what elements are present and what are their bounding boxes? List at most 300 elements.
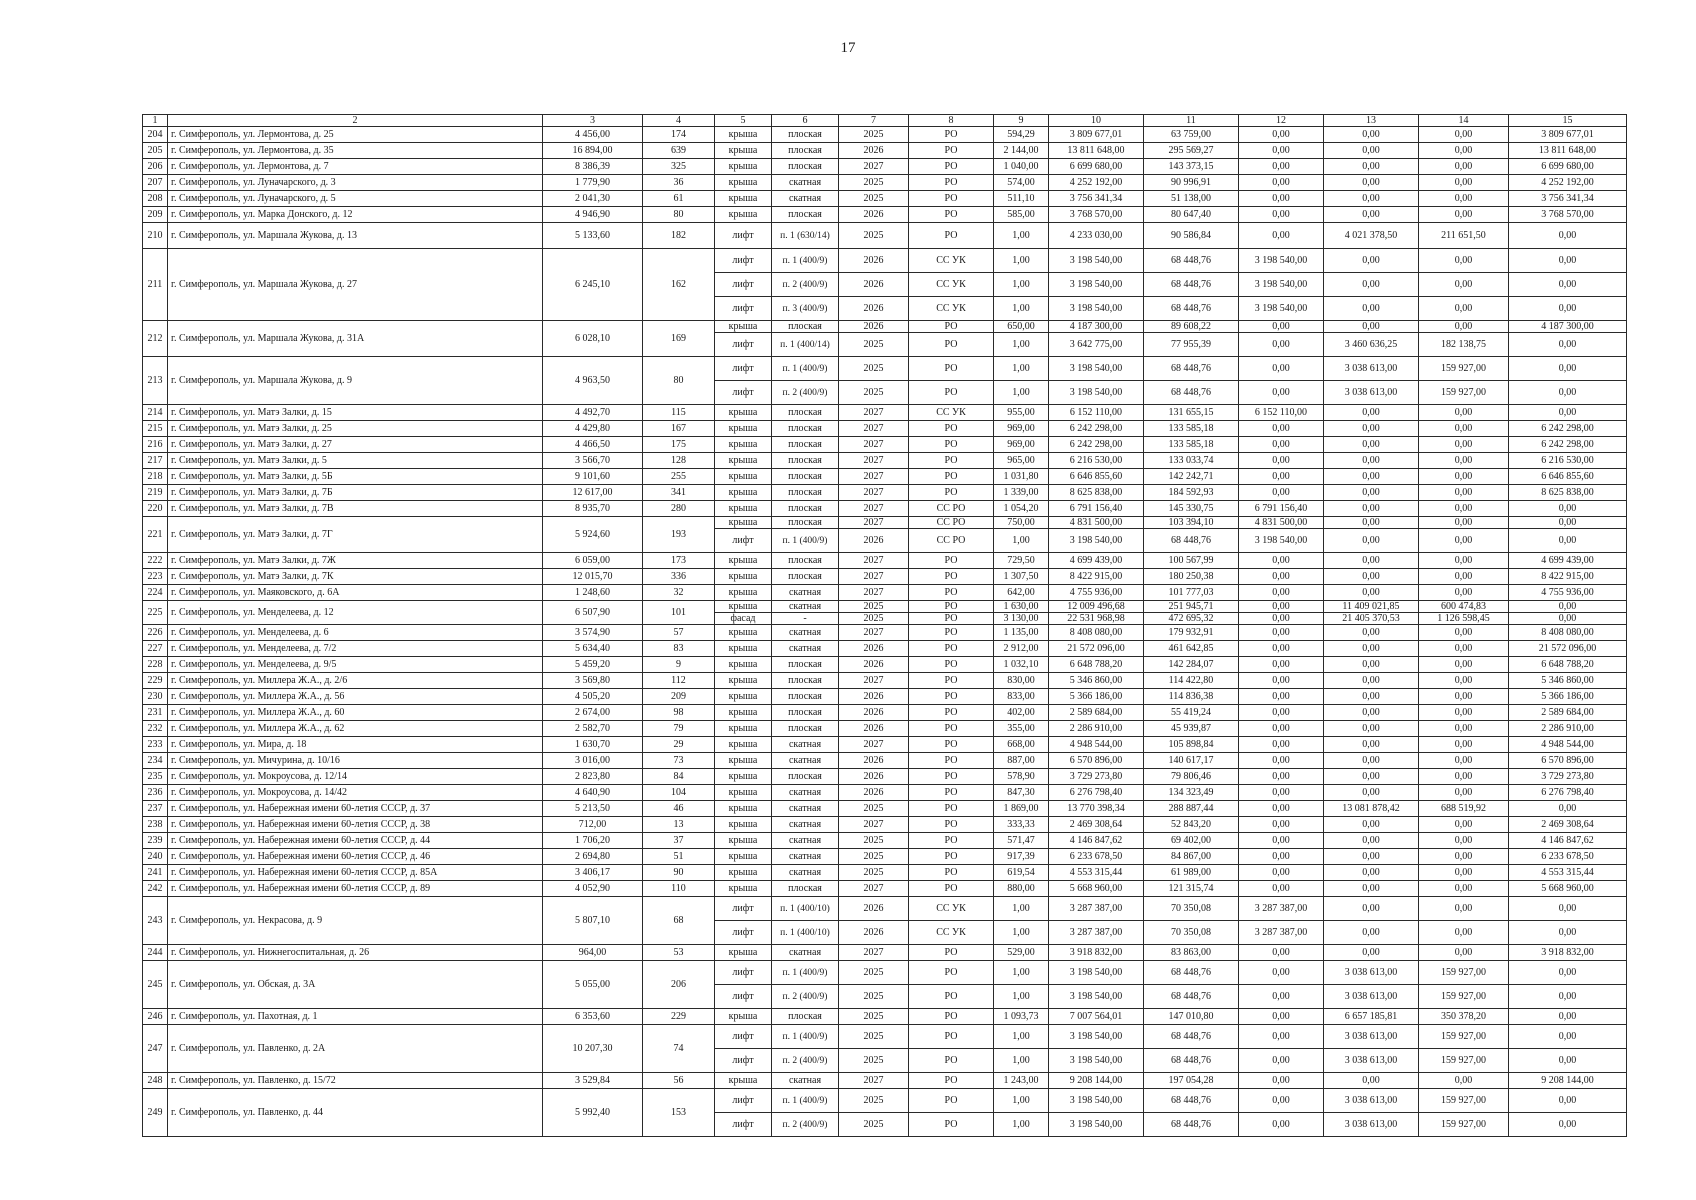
- cost-cell: 8 408 080,00: [1049, 625, 1144, 641]
- table-row: [143, 737, 1627, 753]
- fund-cell: РО: [909, 159, 994, 175]
- year-cell: 2026: [839, 321, 909, 333]
- area-cell: 1 779,90: [543, 175, 643, 191]
- year-cell: 2026: [839, 207, 909, 223]
- col14-cell: 0,00: [1419, 437, 1509, 453]
- col13-cell: 0,00: [1324, 159, 1419, 175]
- row-number-cell: 238: [143, 817, 168, 833]
- row-number-cell: 205: [143, 143, 168, 159]
- element-cell: крыша: [715, 865, 772, 881]
- type-cell: плоская: [772, 705, 839, 721]
- element-cell: лифт: [715, 1113, 772, 1137]
- col13-cell: 0,00: [1324, 143, 1419, 159]
- volume-cell: 642,00: [994, 585, 1049, 601]
- table-row: [143, 553, 1627, 569]
- col14-cell: 688 519,92: [1419, 801, 1509, 817]
- fund-cell: РО: [909, 585, 994, 601]
- col15-cell: 0,00: [1509, 1113, 1627, 1137]
- fund-cell: РО: [909, 673, 994, 689]
- table-row: [143, 833, 1627, 849]
- volume-cell: 969,00: [994, 437, 1049, 453]
- col13-cell: 3 038 613,00: [1324, 381, 1419, 405]
- type-cell: плоская: [772, 207, 839, 223]
- col13-cell: 6 657 185,81: [1324, 1009, 1419, 1025]
- col12-cell: 6 791 156,40: [1239, 501, 1324, 517]
- col14-cell: 0,00: [1419, 249, 1509, 273]
- col12-cell: 0,00: [1239, 817, 1324, 833]
- row-number-cell: 212: [143, 321, 168, 357]
- col15-cell: 3 768 570,00: [1509, 207, 1627, 223]
- table-row: [143, 673, 1627, 689]
- type-cell: скатная: [772, 945, 839, 961]
- column-header: 9: [994, 115, 1049, 127]
- element-cell: крыша: [715, 485, 772, 501]
- col15-cell: 4 252 192,00: [1509, 175, 1627, 191]
- residents-cell: 80: [643, 207, 715, 223]
- col14-cell: 350 378,20: [1419, 1009, 1509, 1025]
- cost-cell: 3 809 677,01: [1049, 127, 1144, 143]
- col14-cell: 211 651,50: [1419, 223, 1509, 249]
- col14-cell: 159 927,00: [1419, 381, 1509, 405]
- col12-cell: 0,00: [1239, 865, 1324, 881]
- table-row: [143, 785, 1627, 801]
- col15-cell: 5 346 860,00: [1509, 673, 1627, 689]
- row-number-cell: 235: [143, 769, 168, 785]
- col11-cell: 133 585,18: [1144, 421, 1239, 437]
- table-row: [143, 405, 1627, 421]
- area-cell: 964,00: [543, 945, 643, 961]
- cost-cell: 3 198 540,00: [1049, 1089, 1144, 1113]
- row-number-cell: 209: [143, 207, 168, 223]
- fund-cell: РО: [909, 357, 994, 381]
- col12-cell: 0,00: [1239, 1049, 1324, 1073]
- residents-cell: 162: [643, 249, 715, 321]
- col13-cell: 0,00: [1324, 453, 1419, 469]
- year-cell: 2027: [839, 585, 909, 601]
- year-cell: 2027: [839, 501, 909, 517]
- year-cell: 2025: [839, 223, 909, 249]
- col12-cell: 0,00: [1239, 207, 1324, 223]
- fund-cell: РО: [909, 143, 994, 159]
- element-cell: крыша: [715, 501, 772, 517]
- col15-cell: 0,00: [1509, 1009, 1627, 1025]
- col13-cell: 21 405 370,53: [1324, 613, 1419, 625]
- cost-cell: 4 146 847,62: [1049, 833, 1144, 849]
- col12-cell: 0,00: [1239, 945, 1324, 961]
- col15-cell: 4 146 847,62: [1509, 833, 1627, 849]
- table-row: [143, 801, 1627, 817]
- col11-cell: 295 569,27: [1144, 143, 1239, 159]
- area-cell: 5 213,50: [543, 801, 643, 817]
- row-number-cell: 214: [143, 405, 168, 421]
- col11-cell: 52 843,20: [1144, 817, 1239, 833]
- volume-cell: 729,50: [994, 553, 1049, 569]
- fund-cell: РО: [909, 333, 994, 357]
- volume-cell: 1 339,00: [994, 485, 1049, 501]
- row-number-cell: 220: [143, 501, 168, 517]
- volume-cell: 2 144,00: [994, 143, 1049, 159]
- col15-cell: 8 408 080,00: [1509, 625, 1627, 641]
- area-cell: 6 059,00: [543, 553, 643, 569]
- cost-cell: 2 469 308,64: [1049, 817, 1144, 833]
- column-header: 10: [1049, 115, 1144, 127]
- cost-cell: 21 572 096,00: [1049, 641, 1144, 657]
- col12-cell: 0,00: [1239, 421, 1324, 437]
- area-cell: 5 055,00: [543, 961, 643, 1009]
- area-cell: 6 028,10: [543, 321, 643, 357]
- area-cell: 3 569,80: [543, 673, 643, 689]
- element-cell: лифт: [715, 897, 772, 921]
- address-cell: г. Симферополь, ул. Матэ Залки, д. 5: [168, 453, 543, 469]
- type-cell: скатная: [772, 1073, 839, 1089]
- table-row: [143, 881, 1627, 897]
- row-number-cell: 213: [143, 357, 168, 405]
- element-cell: крыша: [715, 945, 772, 961]
- cost-cell: 3 198 540,00: [1049, 985, 1144, 1009]
- year-cell: 2025: [839, 961, 909, 985]
- element-cell: крыша: [715, 753, 772, 769]
- col11-cell: 51 138,00: [1144, 191, 1239, 207]
- residents-cell: 174: [643, 127, 715, 143]
- col14-cell: 0,00: [1419, 553, 1509, 569]
- col11-cell: 133 033,74: [1144, 453, 1239, 469]
- volume-cell: 1 093,73: [994, 1009, 1049, 1025]
- col11-cell: 68 448,76: [1144, 961, 1239, 985]
- col13-cell: 13 081 878,42: [1324, 801, 1419, 817]
- col11-cell: 105 898,84: [1144, 737, 1239, 753]
- col12-cell: 0,00: [1239, 641, 1324, 657]
- col13-cell: 0,00: [1324, 817, 1419, 833]
- address-cell: г. Симферополь, ул. Павленко, д. 44: [168, 1089, 543, 1137]
- col11-cell: 180 250,38: [1144, 569, 1239, 585]
- col14-cell: 0,00: [1419, 881, 1509, 897]
- year-cell: 2026: [839, 249, 909, 273]
- table-row: [143, 753, 1627, 769]
- col15-cell: 0,00: [1509, 223, 1627, 249]
- cost-cell: 22 531 968,98: [1049, 613, 1144, 625]
- area-cell: 4 640,90: [543, 785, 643, 801]
- fund-cell: РО: [909, 553, 994, 569]
- fund-cell: РО: [909, 945, 994, 961]
- year-cell: 2027: [839, 437, 909, 453]
- type-cell: п. 1 (400/14): [772, 333, 839, 357]
- address-cell: г. Симферополь, ул. Менделеева, д. 9/5: [168, 657, 543, 673]
- cost-cell: 4 755 936,00: [1049, 585, 1144, 601]
- year-cell: 2025: [839, 1009, 909, 1025]
- col12-cell: 0,00: [1239, 143, 1324, 159]
- col13-cell: 3 038 613,00: [1324, 961, 1419, 985]
- col11-cell: 114 836,38: [1144, 689, 1239, 705]
- address-cell: г. Симферополь, ул. Мира, д. 18: [168, 737, 543, 753]
- element-cell: крыша: [715, 437, 772, 453]
- row-number-cell: 217: [143, 453, 168, 469]
- fund-cell: РО: [909, 469, 994, 485]
- col11-cell: 68 448,76: [1144, 1089, 1239, 1113]
- col14-cell: 0,00: [1419, 817, 1509, 833]
- row-number-cell: 233: [143, 737, 168, 753]
- col12-cell: 0,00: [1239, 381, 1324, 405]
- address-cell: г. Симферополь, ул. Матэ Залки, д. 7К: [168, 569, 543, 585]
- col11-cell: 251 945,71: [1144, 601, 1239, 613]
- col11-cell: 68 448,76: [1144, 273, 1239, 297]
- col12-cell: 0,00: [1239, 357, 1324, 381]
- col11-cell: 288 887,44: [1144, 801, 1239, 817]
- address-cell: г. Симферополь, ул. Марка Донского, д. 12: [168, 207, 543, 223]
- table-row: [143, 207, 1627, 223]
- row-number-cell: 216: [143, 437, 168, 453]
- col14-cell: 0,00: [1419, 529, 1509, 553]
- year-cell: 2025: [839, 801, 909, 817]
- col14-cell: 0,00: [1419, 175, 1509, 191]
- volume-cell: 1 032,10: [994, 657, 1049, 673]
- element-cell: лифт: [715, 961, 772, 985]
- col12-cell: 0,00: [1239, 705, 1324, 721]
- col12-cell: 0,00: [1239, 657, 1324, 673]
- area-cell: 5 634,40: [543, 641, 643, 657]
- residents-cell: 639: [643, 143, 715, 159]
- col15-cell: 5 668 960,00: [1509, 881, 1627, 897]
- fund-cell: РО: [909, 849, 994, 865]
- volume-cell: 1 135,00: [994, 625, 1049, 641]
- col11-cell: 77 955,39: [1144, 333, 1239, 357]
- table-row: [143, 175, 1627, 191]
- table-row: [143, 585, 1627, 601]
- row-number-cell: 236: [143, 785, 168, 801]
- residents-cell: 13: [643, 817, 715, 833]
- residents-cell: 153: [643, 1089, 715, 1137]
- volume-cell: 847,30: [994, 785, 1049, 801]
- row-number-cell: 221: [143, 517, 168, 553]
- area-cell: 712,00: [543, 817, 643, 833]
- type-cell: плоская: [772, 657, 839, 673]
- row-number-cell: 237: [143, 801, 168, 817]
- col15-cell: 0,00: [1509, 297, 1627, 321]
- fund-cell: РО: [909, 641, 994, 657]
- address-cell: г. Симферополь, ул. Матэ Залки, д. 5Б: [168, 469, 543, 485]
- area-cell: 12 015,70: [543, 569, 643, 585]
- col14-cell: 0,00: [1419, 833, 1509, 849]
- element-cell: крыша: [715, 127, 772, 143]
- col11-cell: 143 373,15: [1144, 159, 1239, 175]
- col13-cell: 3 038 613,00: [1324, 1089, 1419, 1113]
- area-cell: 10 207,30: [543, 1025, 643, 1073]
- element-cell: крыша: [715, 833, 772, 849]
- col14-cell: 0,00: [1419, 569, 1509, 585]
- area-cell: 4 052,90: [543, 881, 643, 897]
- col15-cell: 0,00: [1509, 273, 1627, 297]
- col12-cell: 0,00: [1239, 769, 1324, 785]
- col11-cell: 103 394,10: [1144, 517, 1239, 529]
- col15-cell: 2 589 684,00: [1509, 705, 1627, 721]
- year-cell: 2027: [839, 881, 909, 897]
- address-cell: г. Симферополь, ул. Набережная имени 60-летия СССР, д. 38: [168, 817, 543, 833]
- col12-cell: 0,00: [1239, 833, 1324, 849]
- residents-cell: 341: [643, 485, 715, 501]
- fund-cell: РО: [909, 817, 994, 833]
- element-cell: лифт: [715, 1025, 772, 1049]
- col12-cell: 0,00: [1239, 881, 1324, 897]
- type-cell: плоская: [772, 553, 839, 569]
- row-number-cell: 208: [143, 191, 168, 207]
- row-number-cell: 224: [143, 585, 168, 601]
- table-row: [143, 897, 1627, 921]
- col14-cell: 0,00: [1419, 897, 1509, 921]
- volume-cell: 1,00: [994, 249, 1049, 273]
- col15-cell: 0,00: [1509, 501, 1627, 517]
- col11-cell: 101 777,03: [1144, 585, 1239, 601]
- col11-cell: 61 989,00: [1144, 865, 1239, 881]
- col15-cell: 6 233 678,50: [1509, 849, 1627, 865]
- type-cell: п. 1 (400/9): [772, 357, 839, 381]
- year-cell: 2026: [839, 897, 909, 921]
- element-cell: лифт: [715, 249, 772, 273]
- cost-cell: 3 198 540,00: [1049, 381, 1144, 405]
- col13-cell: 3 038 613,00: [1324, 1113, 1419, 1137]
- year-cell: 2025: [839, 127, 909, 143]
- row-number-cell: 248: [143, 1073, 168, 1089]
- column-header: 12: [1239, 115, 1324, 127]
- col14-cell: 159 927,00: [1419, 985, 1509, 1009]
- fund-cell: РО: [909, 721, 994, 737]
- address-cell: г. Симферополь, ул. Матэ Залки, д. 7Ж: [168, 553, 543, 569]
- cost-cell: 3 198 540,00: [1049, 1049, 1144, 1073]
- col11-cell: 68 448,76: [1144, 297, 1239, 321]
- col13-cell: 0,00: [1324, 785, 1419, 801]
- column-header: 4: [643, 115, 715, 127]
- col12-cell: 0,00: [1239, 613, 1324, 625]
- residents-cell: 336: [643, 569, 715, 585]
- year-cell: 2026: [839, 785, 909, 801]
- row-number-cell: 207: [143, 175, 168, 191]
- year-cell: 2027: [839, 159, 909, 175]
- volume-cell: 750,00: [994, 517, 1049, 529]
- address-cell: г. Симферополь, ул. Нижнегоспитальная, д. 26: [168, 945, 543, 961]
- col12-cell: 0,00: [1239, 1009, 1324, 1025]
- table-row: [143, 1009, 1627, 1025]
- type-cell: скатная: [772, 817, 839, 833]
- address-cell: г. Симферополь, ул. Маршала Жукова, д. 31А: [168, 321, 543, 357]
- address-cell: г. Симферополь, ул. Набережная имени 60-летия СССР, д. 85А: [168, 865, 543, 881]
- type-cell: п. 2 (400/9): [772, 985, 839, 1009]
- cost-cell: 4 553 315,44: [1049, 865, 1144, 881]
- area-cell: 8 935,70: [543, 501, 643, 517]
- col14-cell: 1 126 598,45: [1419, 613, 1509, 625]
- residents-cell: 167: [643, 421, 715, 437]
- col11-cell: 45 939,87: [1144, 721, 1239, 737]
- col15-cell: 0,00: [1509, 1049, 1627, 1073]
- row-number-cell: 239: [143, 833, 168, 849]
- residents-cell: 280: [643, 501, 715, 517]
- col15-cell: 6 648 788,20: [1509, 657, 1627, 673]
- area-cell: 2 582,70: [543, 721, 643, 737]
- fund-cell: РО: [909, 833, 994, 849]
- cost-cell: 6 216 530,00: [1049, 453, 1144, 469]
- fund-cell: СС УК: [909, 249, 994, 273]
- fund-cell: СС УК: [909, 921, 994, 945]
- area-cell: 8 386,39: [543, 159, 643, 175]
- col11-cell: 84 867,00: [1144, 849, 1239, 865]
- col14-cell: 0,00: [1419, 945, 1509, 961]
- element-cell: лифт: [715, 1049, 772, 1073]
- col13-cell: 0,00: [1324, 753, 1419, 769]
- volume-cell: 3 130,00: [994, 613, 1049, 625]
- residents-cell: 73: [643, 753, 715, 769]
- residents-cell: 61: [643, 191, 715, 207]
- col14-cell: 0,00: [1419, 469, 1509, 485]
- type-cell: скатная: [772, 191, 839, 207]
- table-row: [143, 849, 1627, 865]
- cost-cell: 6 791 156,40: [1049, 501, 1144, 517]
- area-cell: 6 507,90: [543, 601, 643, 625]
- element-cell: крыша: [715, 737, 772, 753]
- fund-cell: СС РО: [909, 529, 994, 553]
- col13-cell: 0,00: [1324, 249, 1419, 273]
- col11-cell: 68 448,76: [1144, 381, 1239, 405]
- col13-cell: 3 460 636,25: [1324, 333, 1419, 357]
- type-cell: плоская: [772, 1009, 839, 1025]
- fund-cell: РО: [909, 625, 994, 641]
- col13-cell: 3 038 613,00: [1324, 1025, 1419, 1049]
- column-header: 11: [1144, 115, 1239, 127]
- cost-cell: 3 287 387,00: [1049, 897, 1144, 921]
- cost-cell: 2 286 910,00: [1049, 721, 1144, 737]
- col14-cell: 0,00: [1419, 753, 1509, 769]
- volume-cell: 2 912,00: [994, 641, 1049, 657]
- area-cell: 4 963,50: [543, 357, 643, 405]
- row-number-cell: 211: [143, 249, 168, 321]
- table-row: [143, 625, 1627, 641]
- area-cell: 3 016,00: [543, 753, 643, 769]
- column-header: 5: [715, 115, 772, 127]
- col13-cell: 0,00: [1324, 297, 1419, 321]
- type-cell: п. 2 (400/9): [772, 1049, 839, 1073]
- element-cell: лифт: [715, 333, 772, 357]
- area-cell: 9 101,60: [543, 469, 643, 485]
- residents-cell: 46: [643, 801, 715, 817]
- element-cell: лифт: [715, 985, 772, 1009]
- type-cell: скатная: [772, 601, 839, 613]
- element-cell: крыша: [715, 769, 772, 785]
- col11-cell: 68 448,76: [1144, 1025, 1239, 1049]
- table-row: [143, 1025, 1627, 1049]
- col15-cell: 4 948 544,00: [1509, 737, 1627, 753]
- table-row: [143, 159, 1627, 175]
- col11-cell: 68 448,76: [1144, 1113, 1239, 1137]
- col15-cell: 0,00: [1509, 1089, 1627, 1113]
- residents-cell: 101: [643, 601, 715, 625]
- column-header: 6: [772, 115, 839, 127]
- residents-cell: 53: [643, 945, 715, 961]
- element-cell: крыша: [715, 405, 772, 421]
- col12-cell: 0,00: [1239, 1089, 1324, 1113]
- residents-cell: 68: [643, 897, 715, 945]
- col12-cell: 0,00: [1239, 333, 1324, 357]
- col14-cell: 0,00: [1419, 921, 1509, 945]
- cost-cell: 5 346 860,00: [1049, 673, 1144, 689]
- col13-cell: 0,00: [1324, 833, 1419, 849]
- col13-cell: 11 409 021,85: [1324, 601, 1419, 613]
- residents-cell: 182: [643, 223, 715, 249]
- year-cell: 2026: [839, 143, 909, 159]
- col13-cell: 0,00: [1324, 849, 1419, 865]
- type-cell: скатная: [772, 625, 839, 641]
- fund-cell: РО: [909, 1049, 994, 1073]
- type-cell: п. 1 (400/9): [772, 249, 839, 273]
- fund-cell: РО: [909, 485, 994, 501]
- table-row: [143, 321, 1627, 333]
- table-row: [143, 705, 1627, 721]
- volume-cell: 1 040,00: [994, 159, 1049, 175]
